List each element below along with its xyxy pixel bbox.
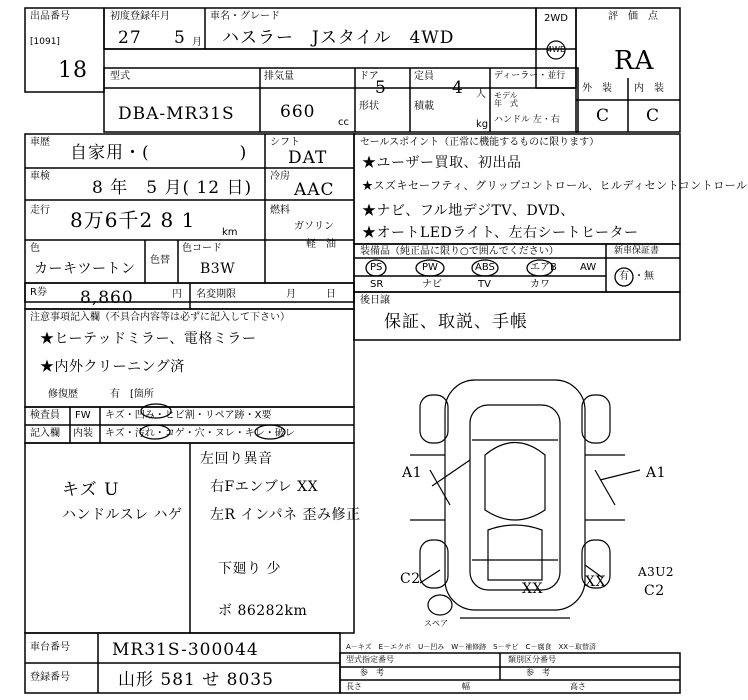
cc-unit: cc	[338, 117, 349, 128]
legend: A－キズ E－エクボ U－凹み W－補修跡 S－サビ C－腐食 XX－取替済	[346, 643, 597, 651]
equip-tv: TV	[478, 279, 491, 290]
exterior-grade: C	[596, 106, 611, 126]
car-name: ハスラー Jスタイル 4WD	[222, 28, 455, 48]
equip-sr: SR	[370, 279, 384, 290]
sheet-code: [1091]	[30, 37, 60, 47]
person-unit: 人	[476, 89, 486, 100]
reg-value: 山形 581 せ 8035	[118, 670, 274, 690]
repair-value: 有 [箇所	[110, 389, 154, 400]
model-label: 型式	[110, 71, 130, 82]
diagram-mark-c2-left: C2	[400, 571, 421, 587]
inspector-label-1: 検査員	[30, 410, 60, 421]
fuel-diesel: 軽 油	[306, 239, 336, 250]
sales-point-2: ★スズキセーフティ、グリップコントロール、ヒルディセントコントロール	[362, 179, 748, 192]
interior-grade: C	[646, 106, 661, 126]
remark-6: 下廻り 少	[218, 561, 281, 577]
note-2: ★内外クリーニング済	[40, 359, 185, 375]
remark-5: 左R インパネ 歪み修正	[210, 507, 361, 523]
remark-2: ハンドルスレ ハゲ	[62, 507, 183, 523]
doors-value: 5	[375, 78, 387, 98]
remark-3: 左回り異音	[200, 451, 273, 467]
first-reg-label: 初度登録年月	[110, 11, 170, 22]
inspector-row2-head: 内装	[73, 428, 93, 439]
width-label: 幅	[462, 682, 470, 691]
chassis-label: 車台番号	[30, 642, 70, 653]
capacity-value: 4	[452, 78, 464, 98]
warranty-no: ・無	[634, 271, 654, 282]
inspection-value: 8 年 5 月( 12 日)	[92, 178, 253, 198]
mileage-value: 8万6千2 8 1	[70, 208, 196, 232]
recycle-value: 8,860	[80, 288, 134, 308]
length-label: 長さ	[346, 682, 362, 691]
recycle-label: R券	[30, 287, 47, 298]
inspector-label-2: 記入欄	[30, 428, 60, 439]
inspector-row1-head: FW	[75, 410, 91, 421]
km-unit: km	[222, 227, 238, 238]
chassis-value: MR31S-300044	[112, 640, 259, 660]
drive-value: 4WD	[547, 45, 567, 54]
notes-label: 注意事項記入欄（不具合内容等は必ずに記入して下さい）	[30, 312, 290, 323]
name-change-label: 名変期限	[196, 289, 236, 300]
equip-abs: ABS	[475, 262, 495, 273]
lot-number: 18	[58, 58, 88, 83]
equip-leather: カワ	[530, 279, 550, 290]
diagram-mark-a3u2: A3U2	[638, 565, 675, 579]
remark-7: ボ 86282km	[218, 603, 308, 619]
kg-unit: kg	[476, 119, 489, 130]
sales-point-4: ★オートLEDライト、左右シートヒーター	[362, 225, 639, 241]
drive-label: 2WD	[544, 13, 568, 24]
sales-point-1: ★ユーザー買取、初出品	[362, 155, 522, 171]
diagram-mark-a1-left: A1	[402, 465, 423, 481]
inspector-row2-items: キズ・汚れ・コゲ・穴・ヌレ・キレ・破レ	[105, 428, 295, 439]
spare-label: スペア	[424, 619, 448, 628]
diagram-mark-c2-right: C2	[644, 583, 665, 599]
sales-point-3: ★ナビ、フル地デジTV、DVD、	[362, 203, 575, 219]
shift-value: DAT	[288, 148, 328, 168]
model-designation-label: 型式指定番号	[346, 655, 394, 664]
sales-title: セールスポイント（正常に機能するものに限ります）	[360, 137, 600, 148]
equip-ps: PS	[370, 262, 383, 273]
warranty-label: 新車保証書	[614, 246, 660, 256]
remark-1: キズ U	[62, 480, 120, 500]
rating-label: 評 価 点	[608, 11, 658, 22]
displacement-label: 排気量	[264, 71, 294, 82]
color-code-value: B3W	[200, 261, 236, 277]
color-change-label: 色替	[150, 255, 170, 266]
equip-airbag: エアB	[530, 262, 557, 273]
equip-navi: ナビ	[422, 279, 442, 290]
lot-label: 出品番号	[30, 11, 70, 22]
dealer-label: ディーラー・並行	[494, 71, 566, 81]
ac-value: AAC	[294, 180, 335, 200]
fuel-gas: ガソリン	[294, 221, 334, 232]
yen-unit: 円	[172, 289, 182, 300]
handle-label: ハンドル 左・右	[494, 115, 560, 125]
reg-label: 登録番号	[30, 672, 70, 683]
ac-label: 冷房	[270, 171, 290, 182]
name-change-value: 月 日	[286, 289, 336, 300]
month-unit: 月	[192, 37, 202, 48]
shape-label: 形状	[359, 101, 379, 112]
inspection-label: 車検	[30, 171, 50, 182]
displacement-value: 660	[280, 102, 316, 122]
history-value: 自家用・( )	[70, 143, 248, 163]
fuel-label: 燃料	[270, 205, 290, 216]
diagram-mark-xx-2: XX	[585, 574, 606, 590]
interior-label: 内 装	[634, 83, 664, 94]
load-label: 積載	[414, 101, 434, 112]
after-label: 後日譲	[360, 295, 390, 306]
history-label: 車歴	[30, 137, 50, 148]
color-code-label: 色コード	[182, 243, 222, 254]
diagram-mark-xx-1: XX	[522, 581, 543, 597]
color-value: カーキツートン	[34, 261, 136, 277]
first-reg-month: 5	[174, 28, 186, 48]
reference-label-2: 参 考	[526, 668, 550, 677]
after-value: 保証、取説、手帳	[384, 312, 528, 332]
car-name-label: 車名・グレード	[210, 11, 280, 22]
exterior-label: 外 装	[582, 83, 612, 94]
reference-label-1: 参 考	[360, 668, 384, 677]
equip-pw: PW	[422, 262, 438, 273]
diagram-mark-a1-right: A1	[646, 465, 667, 481]
shift-label: シフト	[270, 137, 300, 148]
note-1: ★ヒーテッドミラー、電格ミラー	[40, 331, 257, 347]
height-label: 高さ	[570, 682, 586, 691]
remark-4: 右Fエンブレ XX	[210, 479, 319, 495]
equipment-label: 装備品（純正品に限り○で囲んでください）	[360, 246, 559, 257]
warranty-yes: 有	[619, 271, 629, 282]
equip-aw: AW	[580, 262, 597, 273]
rating-value: RA	[614, 46, 655, 76]
repair-label: 修復歴	[48, 389, 78, 400]
capacity-label: 定員	[414, 71, 434, 82]
doors-label: ドア	[359, 71, 379, 82]
color-label: 色	[30, 243, 40, 254]
mileage-label: 走行	[30, 205, 50, 216]
inspector-row1-items: キズ・凹み・ヒビ割・リペア跡・X要	[105, 410, 272, 421]
first-reg-year: 27	[118, 28, 142, 48]
model-value: DBA-MR31S	[118, 104, 235, 124]
classification-label: 類別区分番号	[508, 655, 556, 664]
model-year-label: モデル 年 式	[494, 91, 518, 108]
